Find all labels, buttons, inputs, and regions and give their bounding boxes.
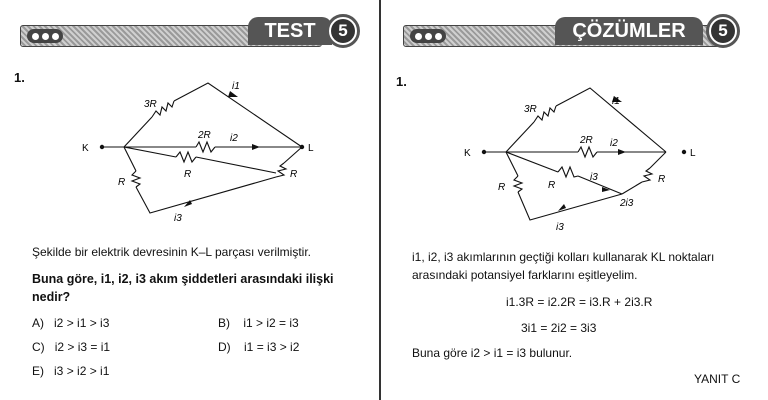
right-header-number-badge [706, 14, 740, 48]
right-r-left: R [498, 182, 506, 193]
left-statement: Şekilde bir elektrik devresinin K–L parçası verilmiştir. [32, 245, 311, 259]
left-question-line2: nedir? [32, 290, 71, 304]
solution-conclusion: Buna göre i2 > i1 = i3 bulunur. [412, 346, 573, 360]
option-b-label: B) [218, 316, 230, 330]
option-a-text: i2 > i1 > i3 [54, 316, 110, 330]
option-c-text: i2 > i3 = i1 [54, 340, 111, 354]
option-e[interactable] [32, 364, 109, 378]
left-node-l: L [308, 143, 314, 154]
header-dots-icon [27, 29, 63, 43]
left-question-line1: Buna göre, i1, i2, i3 akım şiddetleri arasındaki ilişki [32, 272, 334, 286]
left-header-number-badge [326, 14, 360, 48]
right-node-k: K [464, 148, 471, 159]
right-current-i2: i2 [610, 138, 618, 149]
left-header-title: TEST [248, 17, 332, 45]
right-current-i3: i3 [590, 172, 598, 183]
answer-label: YANIT C [694, 372, 741, 386]
option-d-text: i1 = i3 > i2 [244, 340, 300, 354]
left-r-mid: 2R [198, 130, 211, 141]
right-current-i3-bottom: i3 [556, 222, 564, 233]
solution-equation-2: 3i1 = 2i2 = 3i3 [521, 321, 597, 335]
option-d[interactable] [218, 340, 299, 354]
right-header-title: ÇÖZÜMLER [555, 17, 703, 45]
option-e-label: E) [32, 364, 44, 378]
right-header-number: 5 [711, 19, 735, 43]
left-node-k: K [82, 143, 89, 154]
left-circuit-diagram [80, 75, 330, 225]
left-r-left: R [118, 177, 126, 188]
right-question-number: 1. [396, 74, 407, 89]
option-b[interactable] [218, 316, 299, 330]
right-circuit-diagram [462, 80, 712, 235]
option-a-label: A) [32, 316, 44, 330]
solution-equation-1: i1.3R = i2.2R = i3.R + 2i3.R [506, 295, 653, 309]
left-question-number: 1. [14, 70, 25, 85]
solution-line1: i1, i2, i3 akımlarının geçtiği kolları kullanarak KL noktaları [412, 250, 715, 264]
left-r-right: R [290, 169, 298, 180]
left-current-i3: i3 [174, 213, 182, 224]
option-a[interactable] [32, 316, 109, 330]
left-r-top: 3R [144, 99, 157, 110]
option-e-text: i3 > i2 > i1 [54, 364, 110, 378]
solution-line2: arasındaki potansiyel farklarını eşitleyelim. [412, 268, 638, 282]
header-dots-icon [410, 29, 446, 43]
option-c[interactable] [32, 340, 110, 354]
option-b-text: i1 > i2 = i3 [243, 316, 299, 330]
left-header-number: 5 [331, 19, 355, 43]
left-current-i1: i1 [232, 81, 240, 92]
left-current-i2: i2 [230, 133, 238, 144]
right-current-2i3: 2i3 [620, 198, 634, 209]
right-node-l: L [690, 148, 696, 159]
right-r-mid: 2R [580, 135, 593, 146]
column-divider [379, 0, 381, 400]
option-c-label: C) [32, 340, 45, 354]
left-r-diag: R [184, 169, 192, 180]
right-r-top: 3R [524, 104, 537, 115]
right-current-i1: i1 [612, 96, 620, 107]
right-r-right: R [658, 174, 666, 185]
right-r-diag: R [548, 180, 556, 191]
option-d-label: D) [218, 340, 231, 354]
